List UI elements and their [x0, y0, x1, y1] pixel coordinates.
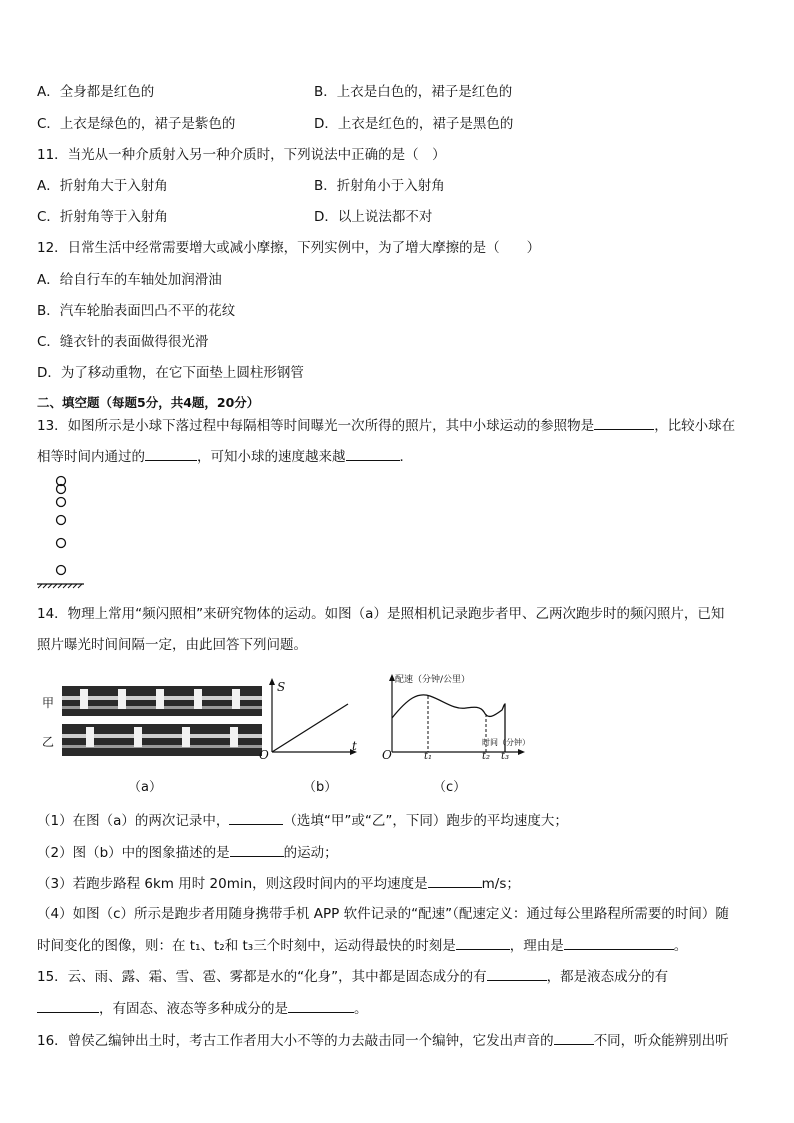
q14-part2: [37, 843, 338, 862]
ball-image: [57, 516, 66, 525]
q10-option-a: A．全身都是红色的: [37, 84, 155, 100]
fig-b-origin-label: O: [259, 748, 269, 762]
st-graph-figure: [258, 676, 358, 762]
q11-option-d: D．以上说法都不对: [314, 209, 433, 225]
q14-blank-4a[interactable]: [456, 936, 510, 950]
q10-option-b: B．上衣是白色的，裙子是红色的: [314, 84, 513, 100]
fig-c-t1-label: t₁: [424, 751, 433, 762]
fig-b-t-label: t: [352, 739, 357, 753]
fig-a-row-label-yi: 乙: [42, 735, 55, 749]
q13-text: ．: [399, 449, 413, 465]
fig-c-xlabel: 时间（分钟）: [482, 738, 530, 747]
q13-text: 13．如图所示是小球下落过程中每隔相等时间曝光一次所得的照片，其中小球运动的参照物是: [37, 418, 595, 434]
falling-ball-figure: [34, 472, 94, 594]
q14-part4-text: ，理由是: [509, 938, 564, 954]
q15-text: 15．云、雨、露、霜、雪、雹、雾都是水的“化身”，其中都是固态成分的有: [37, 969, 487, 985]
q16-text: 16．曾侯乙编钟出土时，考古工作者用大小不等的力去敲击同一个编钟，它发出声音的: [37, 1033, 554, 1049]
ball-image: [57, 539, 66, 548]
q14-blank-3[interactable]: [428, 874, 482, 888]
ball-image: [57, 498, 66, 507]
q14-part4-line2: [37, 936, 687, 955]
q14-blank-2[interactable]: [230, 843, 284, 857]
q16-blank-1[interactable]: [554, 1031, 594, 1045]
q13-text: ，比较小球在: [654, 418, 736, 434]
fig-a-caption: （a）: [128, 780, 162, 795]
q15-line2: [37, 999, 368, 1018]
q12-option-d: D．为了移动重物，在它下面垫上圆柱形钢管: [37, 365, 304, 381]
q14-part1-text: （选填“甲”或“乙”，下同）跑步的平均速度大；: [283, 813, 568, 829]
ball-image: [57, 566, 66, 575]
q13-text: 相等时间内通过的: [37, 449, 145, 465]
q13-blank-reference[interactable]: [594, 416, 654, 430]
q14-line2: 照片曝光时间间隔一定，由此回答下列问题。: [37, 637, 307, 653]
q13-line1: [37, 416, 735, 435]
q14-part2-text: 的运动；: [283, 845, 338, 861]
q14-part3-text: m/s；: [481, 876, 520, 892]
q12-option-b: B．汽车轮胎表面凹凸不平的花纹: [37, 303, 236, 319]
fig-c-t3-label: t₃: [501, 751, 510, 762]
q14-part4-text: 。: [673, 938, 688, 954]
fig-c-ylabel: 配速（分钟/公里）: [395, 675, 471, 685]
q16-line1: [37, 1031, 729, 1050]
fig-a-row-label-jia: 甲: [42, 696, 55, 710]
q14-part1-text: （1）在图（a）的两次记录中，: [37, 813, 230, 829]
q13-line2: [37, 447, 413, 466]
q15-text: ，都是液态成分的有: [546, 969, 669, 985]
q14-part4-text: 时间变化的图像，则：在 t₁、t₂和 t₃三个时刻中，运动得最快的时刻是: [37, 938, 456, 954]
fig-c-t2-label: t₂: [482, 751, 491, 762]
q12-option-a: A．给自行车的车轴处加润滑油: [37, 272, 222, 288]
q12-stem: 12．日常生活中经常需要增大或减小摩擦，下列实例中，为了增大摩擦的是（ ）: [37, 240, 541, 256]
q15-blank-liquid[interactable]: [37, 999, 99, 1013]
q11-option-b: B．折射角小于入射角: [314, 178, 445, 194]
q15-text: 。: [354, 1001, 368, 1017]
q11-stem: 11．当光从一种介质射入另一种介质时，下列说法中正确的是（ ）: [37, 147, 446, 163]
q10-option-d: D．上衣是红色的，裙子是黑色的: [314, 116, 514, 132]
q14-blank-4b[interactable]: [564, 936, 674, 950]
q10-option-c: C．上衣是绿色的，裙子是紫色的: [37, 116, 236, 132]
q14-line1: 14．物理上常用“频闪照相”来研究物体的运动。如图（a）是照相机记录跑步者甲、乙两次跑步时的频闪照片，已知: [37, 606, 725, 622]
fig-c-caption: （c）: [433, 780, 467, 795]
section-fill-in-header: 二、填空题（每题5分，共4题，20分）: [37, 395, 260, 410]
q15-text: ，有固态、液态等多种成分的是: [99, 1001, 288, 1017]
fig-c-origin-label: O: [382, 748, 392, 762]
q14-part4-line1: （4）如图（c）所示是跑步者用随身携带手机 APP 软件记录的“配速”（配速定义：通过每公里路程所需要的时间）随: [37, 906, 729, 922]
fig-b-s-label: S: [277, 680, 286, 694]
strobe-photo-figure: [58, 684, 264, 764]
q13-text: ，可知小球的速度越来越: [197, 449, 346, 465]
q11-option-c: C．折射角等于入射角: [37, 209, 168, 225]
q14-part3-text: （3）若跑步路程 6km 用时 20min，则这段时间内的平均速度是: [37, 876, 428, 892]
q15-blank-mixed[interactable]: [288, 999, 354, 1013]
q11-option-a: A．折射角大于入射角: [37, 178, 168, 194]
q16-text: 不同，听众能辨别出听: [593, 1033, 729, 1049]
q14-part3: [37, 874, 520, 893]
q15-line1: [37, 967, 668, 986]
fig-b-caption: （b）: [303, 780, 338, 795]
q13-blank-speed[interactable]: [346, 447, 400, 461]
q13-blank-distance[interactable]: [145, 447, 197, 461]
st-line: [272, 704, 348, 752]
q12-option-c: C．缝衣针的表面做得很光滑: [37, 334, 209, 350]
q14-part1: [37, 811, 568, 830]
q14-part2-text: （2）图（b）中的图象描述的是: [37, 845, 230, 861]
q14-blank-1[interactable]: [229, 811, 283, 825]
q15-blank-solid[interactable]: [487, 967, 547, 981]
